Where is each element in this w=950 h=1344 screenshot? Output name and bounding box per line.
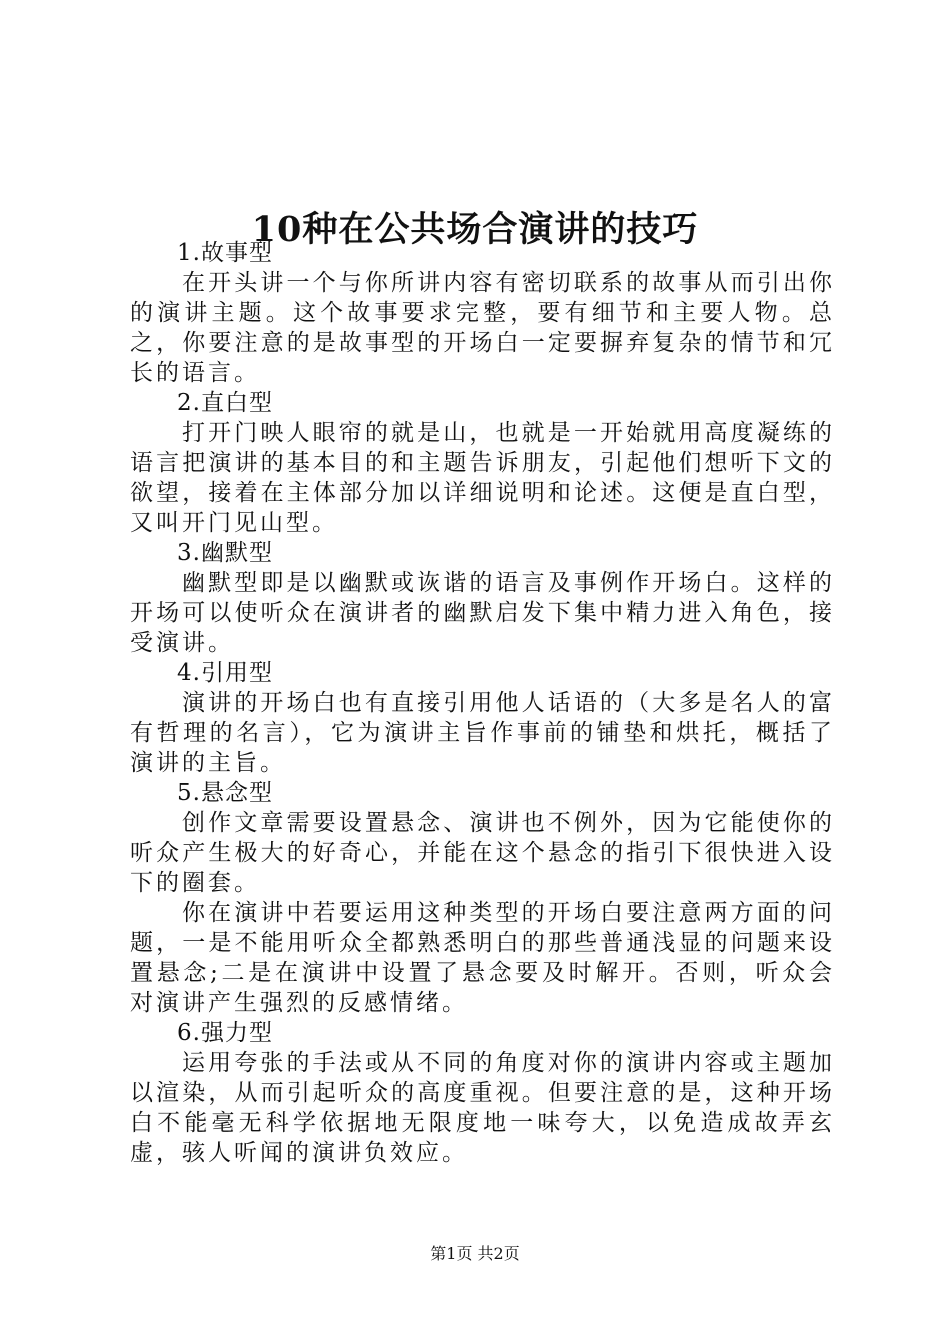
- document-body: [130, 238, 835, 1168]
- section-paragraph: 打开门映人眼帘的就是山，也就是一开始就用高度凝练的语言把演讲的基本目的和主题告诉朋友，引起他们想听下文的欲望，接着在主体部分加以详细说明和论述。这便是直白型，又叫开门见山型。: [130, 420, 835, 536]
- section-heading: 1.故事型: [177, 240, 273, 266]
- section-quote: [130, 658, 835, 778]
- section-heading: 3.幽默型: [177, 540, 273, 566]
- document-title: 10种在公共场合演讲的技巧: [251, 209, 699, 251]
- section-paragraph: 创作文章需要设置悬念、演讲也不例外，因为它能使你的听众产生极大的好奇心，并能在这个悬念的指引下很快进入设下的圈套。: [130, 810, 835, 896]
- section-paragraph: 演讲的开场白也有直接引用他人话语的（大多是名人的富有哲理的名言），它为演讲主旨作事前的铺垫和烘托，概括了演讲的主旨。: [130, 690, 835, 776]
- section-heading: 2.直白型: [177, 390, 273, 416]
- section-humor: [130, 538, 835, 658]
- section-heading: 6.强力型: [177, 1020, 273, 1046]
- section-heading: 4.引用型: [177, 660, 273, 686]
- section-paragraph: 在开头讲一个与你所讲内容有密切联系的故事从而引出你的演讲主题。这个故事要求完整，要有细节和主要人物。总之，你要注意的是故事型的开场白一定要摒弃复杂的情节和冗长的语言。: [130, 270, 835, 386]
- section-story: [130, 238, 835, 388]
- section-paragraph: 运用夸张的手法或从不同的角度对你的演讲内容或主题加以渲染，从而引起听众的高度重视。但要注意的是，这种开场白不能毫无科学依据地无限度地一味夸大，以免造成故弄玄虚，骇人听闻的演讲负效应。: [130, 1050, 835, 1166]
- section-forceful: [130, 1018, 835, 1168]
- page-number-footer: 第1页 共2页: [430, 1244, 520, 1263]
- section-paragraph: 你在演讲中若要运用这种类型的开场白要注意两方面的问题，一是不能用听众全都熟悉明白的那些普通浅显的问题来设置悬念;二是在演讲中设置了悬念要及时解开。否则，听众会对演讲产生强烈的反感情绪。: [130, 900, 835, 1016]
- section-direct: [130, 388, 835, 538]
- section-suspense: [130, 778, 835, 1018]
- section-heading: 5.悬念型: [177, 780, 273, 806]
- section-paragraph: 幽默型即是以幽默或诙谐的语言及事例作开场白。这样的开场可以使听众在演讲者的幽默启发下集中精力进入角色，接受演讲。: [130, 570, 835, 656]
